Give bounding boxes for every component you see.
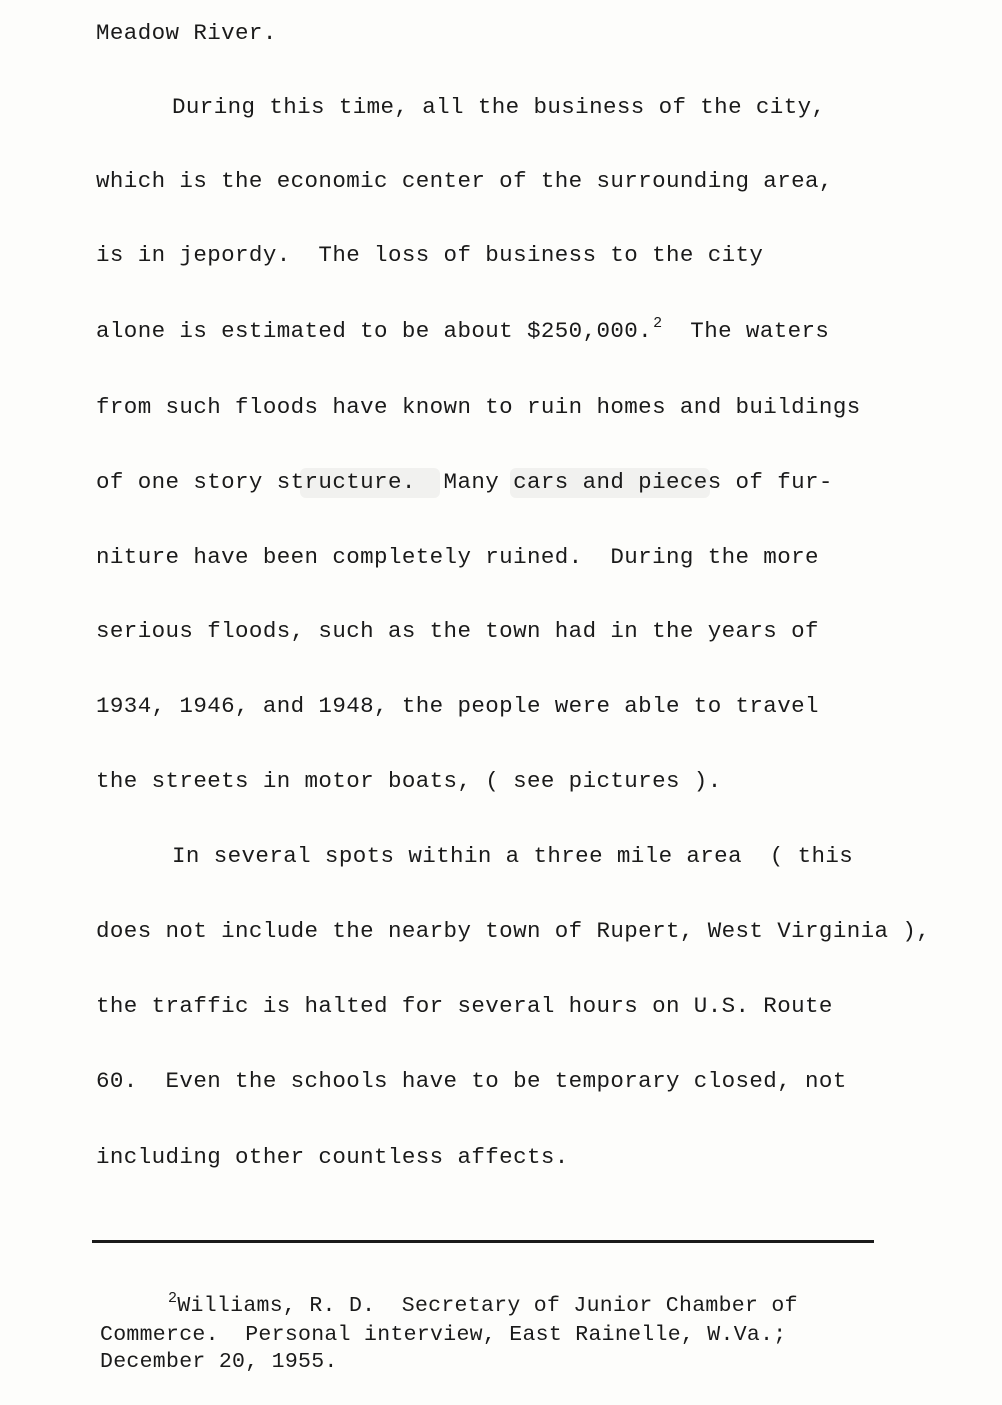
footnote-line-3: December 20, 1955.: [100, 1350, 338, 1374]
footnote-line-1: [168, 1290, 798, 1320]
text-line-5: [96, 315, 830, 347]
text-line-14: the traffic is halted for several hours on U.S. Route: [96, 993, 833, 1019]
footnote-line-1-text: Williams, R. D. Secretary of Junior Chamber of: [177, 1294, 798, 1318]
footnote-line-2: Commerce. Personal interview, East Rainelle, W.Va.;: [100, 1323, 787, 1347]
text-line-5-start: alone is estimated to be about $250,000.: [96, 318, 653, 344]
text-line-3: which is the economic center of the surrounding area,: [96, 168, 833, 194]
text-line-6: from such floods have known to ruin homes and buildings: [96, 394, 861, 420]
text-line-15: 60. Even the schools have to be temporary closed, not: [96, 1068, 847, 1094]
footnote-divider: [92, 1240, 874, 1243]
text-line-10: 1934, 1946, and 1948, the people were able to travel: [96, 693, 819, 719]
text-line-5-end: The waters: [662, 318, 830, 344]
text-line-13: does not include the nearby town of Rupert, West Virginia ),: [96, 918, 931, 944]
footnote-mark: 2: [168, 1290, 178, 1307]
text-line-12: In several spots within a three mile area ( this: [172, 843, 854, 869]
text-line-2: During this time, all the business of the city,: [172, 94, 826, 120]
text-line-1: Meadow River.: [96, 20, 277, 46]
text-line-9: serious floods, such as the town had in the years of: [96, 618, 819, 644]
text-line-4: is in jepordy. The loss of business to the city: [96, 242, 764, 268]
text-line-16: including other countless affects.: [96, 1144, 569, 1170]
text-line-11: the streets in motor boats, ( see pictures ).: [96, 768, 722, 794]
text-line-7: of one story structure. Many cars and pieces of fur-: [96, 469, 833, 495]
text-line-8: niture have been completely ruined. During the more: [96, 544, 819, 570]
footnote-reference: 2: [653, 315, 663, 332]
